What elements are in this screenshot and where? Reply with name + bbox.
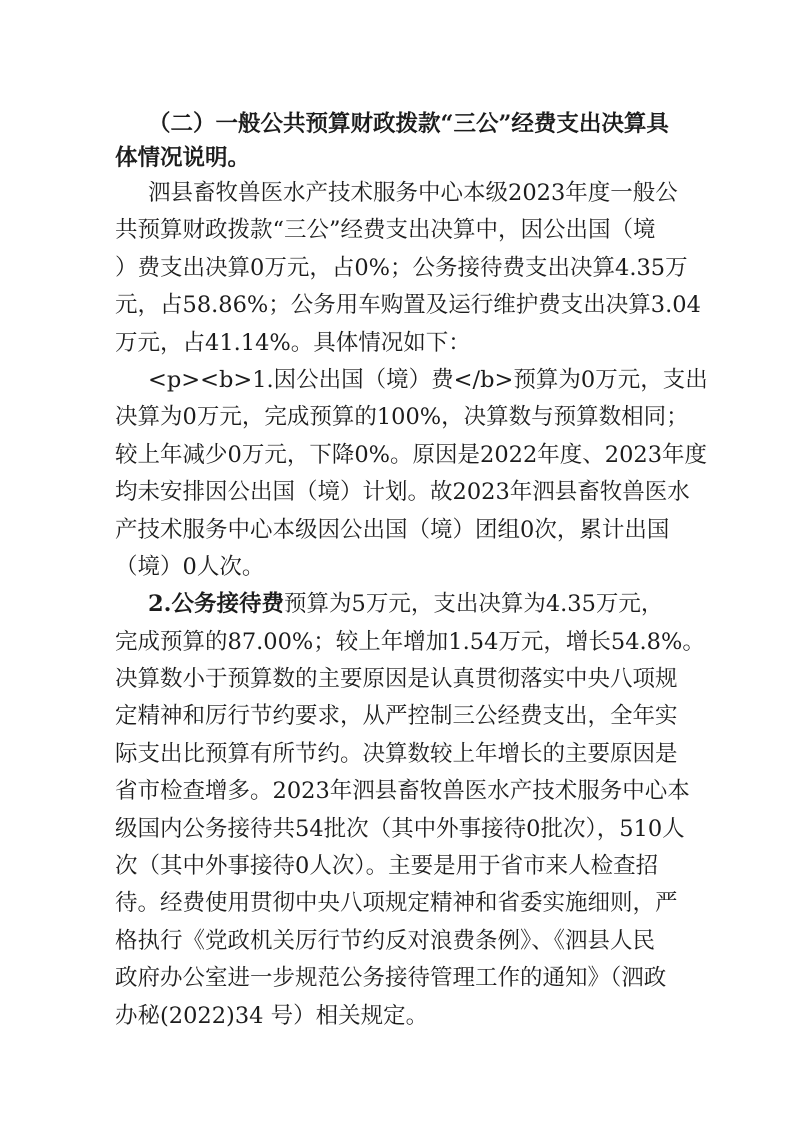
paragraph-line: ）费支出决算0万元，占0%；公务接待费支出决算4.35万 bbox=[115, 254, 688, 281]
paragraph-line: 省市检查增多。2023年泗县畜牧兽医水产技术服务中心本 bbox=[115, 778, 690, 805]
paragraph-line: 定精神和厉行节约要求，从严控制三公经费支出，全年实 bbox=[115, 703, 678, 730]
paragraph-line: 完成预算的87.00%；较上年增加1.54万元，增长54.8%。 bbox=[115, 628, 705, 655]
heading-line: （二）一般公共预算财政拨款“三公”经费支出决算具 bbox=[148, 111, 669, 137]
reception-subheading: 2.公务接待费 bbox=[148, 591, 284, 618]
document-body bbox=[115, 108, 755, 1035]
section-heading bbox=[115, 108, 755, 175]
paragraph-line: 共预算财政拨款“三公”经费支出决算中，因公出国（境 bbox=[115, 217, 656, 244]
paragraph-line: 较上年减少0万元，下降0%。原因是2022年度、2023年度 bbox=[115, 441, 708, 468]
paragraph-line: <p><b>1.因公出国（境）费</b>预算为0万元，支出 bbox=[148, 366, 708, 393]
paragraph-overseas-travel bbox=[115, 362, 755, 586]
paragraph-line: 格执行《党政机关厉行节约反对浪费条例》、《泗县人民 bbox=[115, 927, 656, 954]
paragraph-line: 次（其中外事接待0人次）。主要是用于省市来人检查招 bbox=[115, 853, 659, 880]
heading-line: 体情况说明。 bbox=[115, 144, 251, 171]
paragraph-line: 均未安排因公出国（境）计划。故2023年泗县畜牧兽医水 bbox=[115, 479, 690, 506]
paragraph-line: 决算数小于预算数的主要原因是认真贯彻落实中央八项规 bbox=[115, 666, 678, 693]
paragraph-summary bbox=[115, 175, 755, 362]
paragraph-line: 级国内公务接待共54批次（其中外事接待0批次），510人 bbox=[115, 815, 685, 842]
paragraph-line: （境）0人次。 bbox=[115, 553, 265, 580]
paragraph-line: 产技术服务中心本级因公出国（境）团组0次，累计出国 bbox=[115, 516, 670, 543]
paragraph-line: 元，占58.86%；公务用车购置及运行维护费支出决算3.04 bbox=[115, 292, 701, 319]
paragraph-line: 办秘(2022)34 号）相关规定。 bbox=[115, 1002, 429, 1029]
paragraph-line bbox=[115, 586, 755, 623]
reception-first-line-text: 预算为5万元，支出决算为4.35万元， bbox=[284, 591, 664, 618]
paragraph-line: 万元，占41.14%。具体情况如下： bbox=[115, 329, 471, 356]
paragraph-line: 泗县畜牧兽医水产技术服务中心本级2023年度一般公 bbox=[148, 180, 678, 206]
paragraph-line: 待。经费使用贯彻中央八项规定精神和省委实施细则，严 bbox=[115, 890, 678, 917]
paragraph-line: 际支出比预算有所节约。决算数较上年增长的主要原因是 bbox=[115, 740, 678, 767]
paragraph-line: 政府办公室进一步规范公务接待管理工作的通知》（泗政 bbox=[115, 965, 667, 992]
paragraph-official-reception bbox=[115, 586, 755, 1035]
paragraph-line: 决算为0万元，完成预算的100%，决算数与预算数相同； bbox=[115, 404, 689, 431]
